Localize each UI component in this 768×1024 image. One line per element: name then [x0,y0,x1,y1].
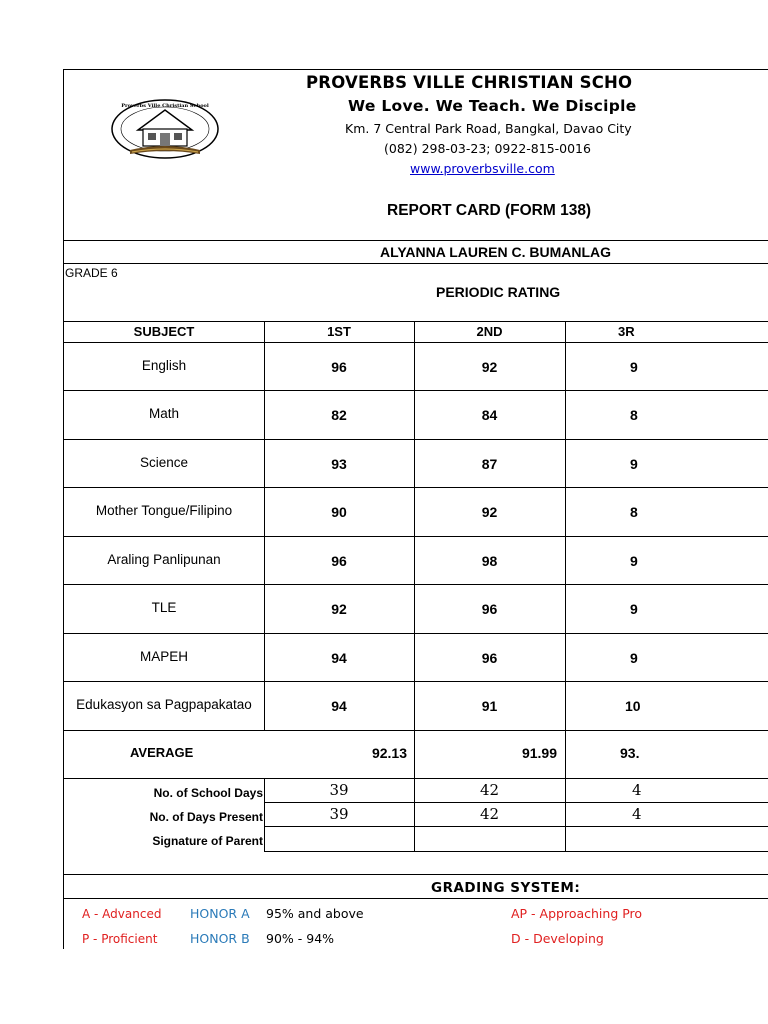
days-present-q3: 4 [632,805,642,823]
table-cell-q2: 87 [481,456,498,472]
days-present-label: No. of Days Present [149,810,263,824]
average-q2: 91.99 [521,745,557,761]
table-cell-q1: 92 [331,601,347,617]
average-label: AVERAGE [130,745,194,760]
col-line [264,321,265,730]
col-line [565,321,566,851]
col-line [414,321,415,851]
header-3rd: 3R [618,324,635,339]
signature-label: Signature of Parent [152,834,263,848]
header-1st: 1ST [327,324,351,339]
school-days-q1: 39 [329,781,349,799]
average-q3: 93. [620,745,640,761]
row-line [64,730,768,731]
school-logo [110,98,220,160]
table-row-subject: MAPEH [139,649,188,664]
divider-name [64,263,768,264]
school-phone: (082) 298-03-23; 0922-815-0016 [384,141,591,156]
grading-title-line [64,898,768,899]
range-honor-b: 90% - 94% [266,931,335,946]
school-days-q3: 4 [632,781,642,799]
school-motto: We Love. We Teach. We Disciple [348,97,637,115]
header-2nd: 2ND [476,324,503,339]
row-line [64,439,768,440]
honor-a: HONOR A [190,906,250,921]
row-line [64,584,768,585]
table-row-subject: Math [148,406,179,421]
table-top-line [64,321,768,322]
grading-top-line [64,874,768,875]
report-title: REPORT CARD (FORM 138) [387,202,592,219]
table-cell-q2: 92 [481,504,498,520]
divider-title [64,240,768,241]
row-line [64,633,768,634]
honor-b: HONOR B [190,931,250,946]
table-cell-q2: 96 [481,650,498,666]
attendance-line [264,826,768,827]
table-row-subject: English [141,358,187,373]
table-cell-q3: 8 [630,407,638,423]
table-row-subject: Mother Tongue/Filipino [95,503,233,518]
table-cell-q3: 8 [630,504,638,520]
attendance-line [264,802,768,803]
school-name: PROVERBS VILLE CHRISTIAN SCHO [306,73,633,92]
table-cell-q3: 9 [630,359,638,375]
days-present-q2: 42 [479,805,500,823]
table-row-subject: Science [139,455,189,470]
average-q1: 92.13 [371,745,407,761]
school-website-link[interactable]: www.proverbsville.com [410,161,555,176]
header-bottom-line [64,342,768,343]
grading-system-title: GRADING SYSTEM: [431,880,581,896]
table-cell-q1: 96 [331,553,347,569]
table-cell-q1: 82 [331,407,347,423]
table-cell-q1: 93 [331,456,347,472]
table-cell-q2: 96 [481,601,498,617]
table-cell-q3: 9 [630,601,638,617]
table-cell-q2: 84 [481,407,498,423]
grade-level-proficient: P - Proficient [82,932,158,946]
top-border [64,69,768,70]
row-line [64,487,768,488]
school-days-label: No. of School Days [153,786,263,800]
table-row-subject: Araling Panlipunan [107,552,221,567]
table-row-subject: TLE [151,600,177,615]
periodic-rating-title: PERIODIC RATING [436,284,561,300]
table-cell-q3: 10 [625,698,641,714]
table-cell-q1: 90 [331,504,347,520]
average-bottom-line [64,778,768,779]
header-subject: SUBJECT [133,324,195,339]
table-cell-q2: 92 [481,359,498,375]
days-present-q1: 39 [329,805,349,823]
grade-level-developing: D - Developing [511,931,604,946]
table-cell-q3: 9 [630,456,638,472]
school-days-q2: 42 [479,781,500,799]
table-cell-q1: 94 [331,650,347,666]
attendance-bottom-line [264,851,768,852]
grade-level-approaching: AP - Approaching Pro [511,906,643,921]
logo-text: Proverbs Ville Christian School [121,103,209,109]
grade-level: GRADE 6 [65,266,118,280]
row-line [64,390,768,391]
table-row-subject: Edukasyon sa Pagpapakatao [76,697,252,712]
table-cell-q2: 98 [481,553,498,569]
school-address: Km. 7 Central Park Road, Bangkal, Davao City [345,121,632,136]
table-cell-q1: 96 [331,359,347,375]
row-line [64,681,768,682]
table-cell-q1: 94 [331,698,347,714]
row-line [64,536,768,537]
student-name: ALYANNA LAUREN C. BUMANLAG [380,244,612,260]
grade-level-advanced: A - Advanced [82,907,162,921]
table-cell-q2: 91 [481,698,498,714]
range-honor-a: 95% and above [266,906,364,921]
table-cell-q3: 9 [630,650,638,666]
table-cell-q3: 9 [630,553,638,569]
